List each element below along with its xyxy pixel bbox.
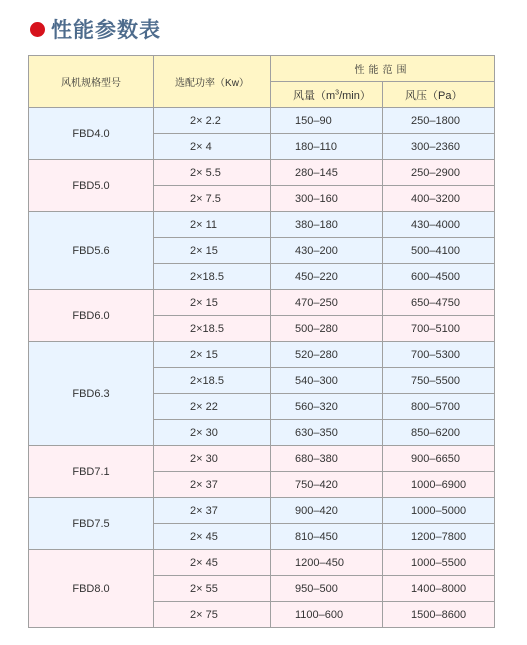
model-cell: FBD5.6 <box>29 212 154 290</box>
header-airflow <box>271 82 383 108</box>
airflow-cell: 180–110 <box>271 134 383 160</box>
pressure-cell: 1000–6900 <box>383 472 495 498</box>
model-cell: FBD7.5 <box>29 498 154 550</box>
pressure-cell: 400–3200 <box>383 186 495 212</box>
table-row <box>29 212 495 238</box>
airflow-cell: 280–145 <box>271 160 383 186</box>
power-cell: 2× 22 <box>154 394 271 420</box>
airflow-cell: 150–90 <box>271 108 383 134</box>
airflow-cell: 450–220 <box>271 264 383 290</box>
page-title <box>30 14 161 44</box>
pressure-cell: 800–5700 <box>383 394 495 420</box>
power-cell: 2× 2.2 <box>154 108 271 134</box>
power-cell: 2× 37 <box>154 472 271 498</box>
airflow-cell: 430–200 <box>271 238 383 264</box>
power-cell: 2×18.5 <box>154 368 271 394</box>
airflow-cell: 560–320 <box>271 394 383 420</box>
header-performance-range: 性能范围 <box>271 56 495 82</box>
model-cell: FBD6.0 <box>29 290 154 342</box>
table-row <box>29 290 495 316</box>
header-pressure: 风压（Pa） <box>383 82 495 108</box>
pressure-cell: 1400–8000 <box>383 576 495 602</box>
power-cell: 2× 45 <box>154 524 271 550</box>
header-airflow-sup: 3 <box>335 88 340 96</box>
pressure-cell: 750–5500 <box>383 368 495 394</box>
power-cell: 2× 30 <box>154 420 271 446</box>
power-cell: 2×18.5 <box>154 316 271 342</box>
pressure-cell: 1000–5500 <box>383 550 495 576</box>
performance-table <box>28 55 495 628</box>
header-airflow-text-end: /min） <box>339 89 371 102</box>
header-power: 选配功率（Kw） <box>154 56 271 108</box>
model-cell: FBD4.0 <box>29 108 154 160</box>
power-cell: 2× 30 <box>154 446 271 472</box>
table-row <box>29 160 495 186</box>
red-bullet-icon <box>30 22 45 37</box>
pressure-cell: 700–5300 <box>383 342 495 368</box>
airflow-cell: 520–280 <box>271 342 383 368</box>
power-cell: 2× 15 <box>154 238 271 264</box>
airflow-cell: 1200–450 <box>271 550 383 576</box>
power-cell: 2× 75 <box>154 602 271 628</box>
table-row <box>29 550 495 576</box>
airflow-cell: 750–420 <box>271 472 383 498</box>
pressure-cell: 500–4100 <box>383 238 495 264</box>
table-row <box>29 108 495 134</box>
pressure-cell: 1200–7800 <box>383 524 495 550</box>
table-row <box>29 446 495 472</box>
power-cell: 2× 45 <box>154 550 271 576</box>
model-cell: FBD5.0 <box>29 160 154 212</box>
airflow-cell: 1100–600 <box>271 602 383 628</box>
airflow-cell: 900–420 <box>271 498 383 524</box>
pressure-cell: 650–4750 <box>383 290 495 316</box>
power-cell: 2× 7.5 <box>154 186 271 212</box>
pressure-cell: 600–4500 <box>383 264 495 290</box>
power-cell: 2× 15 <box>154 290 271 316</box>
pressure-cell: 250–2900 <box>383 160 495 186</box>
pressure-cell: 1500–8600 <box>383 602 495 628</box>
power-cell: 2× 37 <box>154 498 271 524</box>
power-cell: 2× 5.5 <box>154 160 271 186</box>
pressure-cell: 1000–5000 <box>383 498 495 524</box>
power-cell: 2× 55 <box>154 576 271 602</box>
airflow-cell: 540–300 <box>271 368 383 394</box>
power-cell: 2× 4 <box>154 134 271 160</box>
pressure-cell: 850–6200 <box>383 420 495 446</box>
airflow-cell: 470–250 <box>271 290 383 316</box>
pressure-cell: 900–6650 <box>383 446 495 472</box>
table-row <box>29 498 495 524</box>
header-model: 风机规格型号 <box>29 56 154 108</box>
table-body <box>29 108 495 628</box>
pressure-cell: 300–2360 <box>383 134 495 160</box>
airflow-cell: 950–500 <box>271 576 383 602</box>
power-cell: 2× 11 <box>154 212 271 238</box>
power-cell: 2×18.5 <box>154 264 271 290</box>
airflow-cell: 630–350 <box>271 420 383 446</box>
airflow-cell: 680–380 <box>271 446 383 472</box>
table-row <box>29 342 495 368</box>
model-cell: FBD8.0 <box>29 550 154 628</box>
airflow-cell: 380–180 <box>271 212 383 238</box>
power-cell: 2× 15 <box>154 342 271 368</box>
page-title-text: 性能参数表 <box>51 18 161 42</box>
model-cell: FBD7.1 <box>29 446 154 498</box>
header-airflow-text: 风量（m <box>293 89 336 102</box>
pressure-cell: 250–1800 <box>383 108 495 134</box>
airflow-cell: 810–450 <box>271 524 383 550</box>
model-cell: FBD6.3 <box>29 342 154 446</box>
pressure-cell: 700–5100 <box>383 316 495 342</box>
airflow-cell: 500–280 <box>271 316 383 342</box>
airflow-cell: 300–160 <box>271 186 383 212</box>
pressure-cell: 430–4000 <box>383 212 495 238</box>
